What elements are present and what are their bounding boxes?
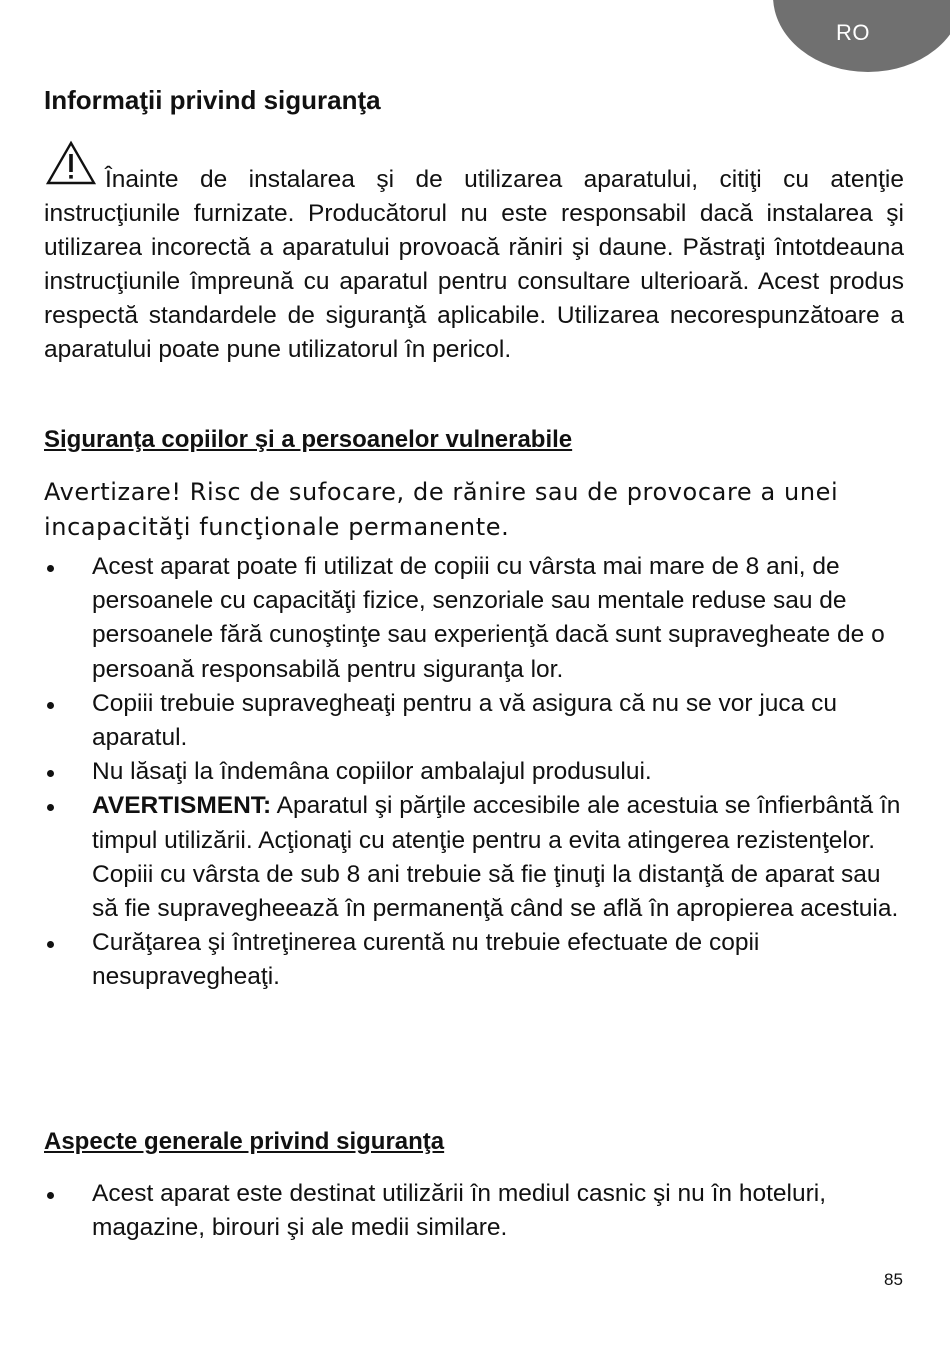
section-heading-general-safety: Aspecte generale privind siguranţa	[44, 1128, 445, 1155]
bullet-dot-icon	[47, 941, 54, 948]
list-item	[0, 687, 912, 755]
list-item	[0, 1177, 912, 1245]
bullet-text: Curăţarea şi întreţinerea curentă nu trebuie efectuate de copii nesupravegheaţi.	[92, 929, 760, 991]
bullet-dot-icon	[47, 565, 54, 572]
bullet-text: Nu lăsaţi la îndemâna copiilor ambalajul produsului.	[92, 758, 652, 786]
page-title: Informaţii privind siguranţa	[44, 85, 381, 115]
bullet-text: Acest aparat este destinat utilizării în mediul casnic şi nu în hoteluri, magazine, birouri şi ale medii similare.	[92, 1180, 827, 1242]
page-number: 85	[884, 1270, 903, 1289]
bullet-dot-icon	[47, 702, 54, 709]
list-item	[0, 550, 912, 687]
general-safety-list	[0, 1177, 912, 1245]
bullet-dot-icon	[47, 1192, 54, 1199]
bullet-text: Acest aparat poate fi utilizat de copiii cu vârsta mai mare de 8 ani, de persoanele cu capacităţi fizice, senzoriale sau mentale reduse sau de persoanele fără cunoştinţe sau experienţă dacă sunt supravegheate de o persoană responsabilă pentru siguranţa lor.	[92, 553, 885, 683]
list-item	[0, 789, 912, 926]
bullet-text: Copiii trebuie supravegheaţi pentru a vă asigura că nu se vor juca cu aparatul.	[92, 689, 837, 752]
list-item	[0, 755, 912, 789]
bullet-prefix: AVERTISMENT:	[92, 792, 272, 820]
hazard-warning: Avertizare! Risc de sufocare, de rănire sau de provocare a unei incapacităţi funcţionale permanente.	[44, 478, 839, 541]
section-heading-children-safety: Siguranţa copiilor şi a persoanelor vulnerabile	[44, 426, 573, 453]
language-tab-label: RO	[836, 20, 870, 45]
bullet-dot-icon	[47, 770, 54, 777]
list-item	[0, 926, 912, 994]
bullet-dot-icon	[47, 804, 54, 811]
intro-paragraph: Înainte de instalarea şi de utilizarea aparatului, citiţi cu atenţie instrucţiunile furnizate. Producătorul nu este responsabil dacă instalarea şi utilizarea incorectă a aparatului provoacă răniri şi daune. Păstraţi întotdeauna instrucţiunile împreună cu aparatul pentru consultare ulterioară. Acest produs respectă standardele de siguranţă aplicabile. Utilizarea necorespunzătoare a aparatului poate pune utilizatorul în pericol.	[44, 166, 904, 363]
bullet-text: Aparatul şi părţile accesibile ale acestuia se înfierbântă în timpul utilizării. Acţionaţi cu atenţie pentru a evita atingerea rezistenţelor. Copiii cu vârsta de sub 8 ani trebuie să fie ţinuţi la distanţă de aparat sau să fie supravegheează în permanenţă când se află în apropierea acestuia.	[92, 792, 901, 923]
children-safety-list	[0, 550, 912, 995]
